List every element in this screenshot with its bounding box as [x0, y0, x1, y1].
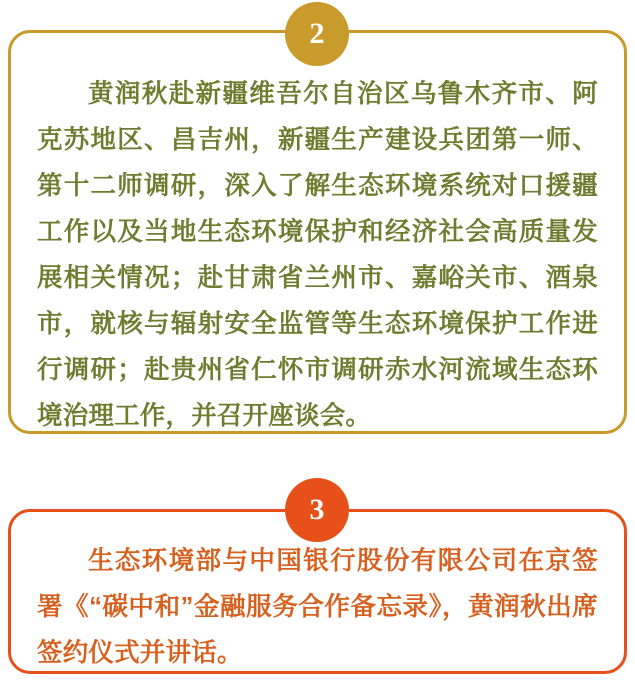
section-card-3-text: 生态环境部与中国银行股份有限公司在京签署《“碳中和”金融服务合作备忘录》，黄润秋出席签约仪式并讲话。: [37, 547, 598, 667]
section-card-2-text: 黄润秋赴新疆维吾尔自治区乌鲁木齐市、阿克苏地区、昌吉州，新疆生产建设兵团第一师、第十二师调研，深入了解生态环境系统对口援疆工作以及当地生态环境保护和经济社会高质量发展相关情况；赴甘肃省兰州市、嘉峪关市、酒泉市，就核与辐射安全监管等生态环境保护工作进行调研；赴贵州省仁怀市调研赤水河流域生态环境治理工作，并召开座谈会。: [37, 80, 598, 430]
section-badge-3-label: 3: [309, 493, 325, 526]
section-badge-2: [285, 2, 349, 66]
section-badge-3: [285, 478, 349, 542]
section-badge-2-label: 2: [309, 17, 325, 50]
section-card-2: [8, 30, 627, 434]
section-card-2-body: [8, 30, 627, 434]
